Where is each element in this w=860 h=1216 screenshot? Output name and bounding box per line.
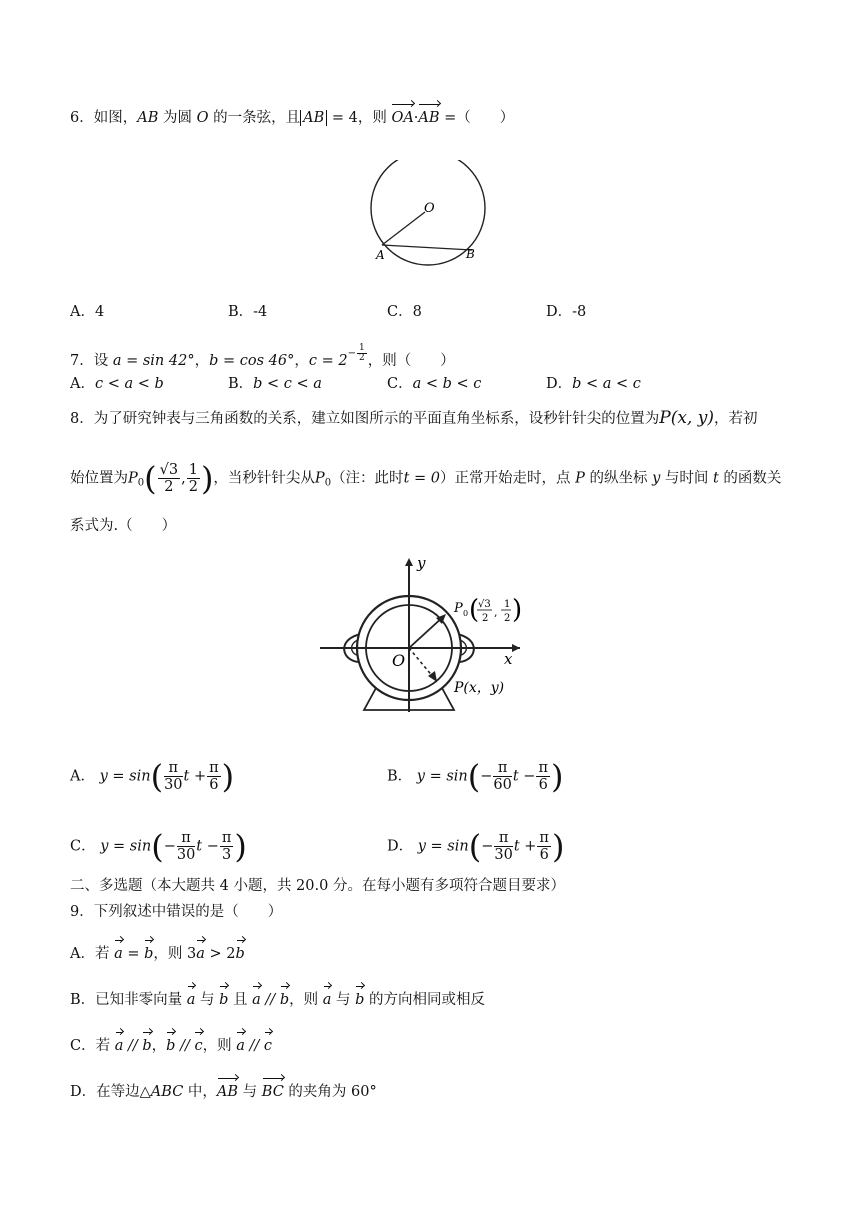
svg-text:(: ( <box>469 595 480 625</box>
p-label: P(x，y) <box>454 680 505 696</box>
svg-text:√3: √3 <box>478 599 491 610</box>
svg-text:1: 1 <box>504 599 511 610</box>
q7-option-c: C．a < b < c <box>387 376 482 392</box>
q8-option-a: A． y = sin( $\frac{\pi}{30}$ t + $\frac{\pi}{6}$ ) <box>70 757 235 796</box>
svg-text:2: 2 <box>504 613 511 624</box>
svg-text:,: , <box>494 606 498 619</box>
q9-option-a: A．若 a = b，则 3a > 2b <box>70 942 245 964</box>
q6-option-c: C．8 <box>387 304 422 320</box>
q8-line2: 始位置为$P_0$( $\frac{√3}{2}$ , $\frac{1}{2}$ )，当秒针针尖从$P_0$（注：此时t = 0）正常开始走时，点 P 的纵坐标 y 与时间 t 的函数关 <box>70 459 782 498</box>
q6-option-b: B．-4 <box>228 304 268 320</box>
q8-line3: 系式为.（ ） <box>70 518 177 534</box>
q9-option-d: D．在等边△ABC 中，AB 与 BC 的夹角为 60° <box>70 1080 377 1102</box>
q6-option-d: D．-8 <box>546 304 587 320</box>
p0-label: P <box>454 601 463 616</box>
q8-option-d: D． y = sin(− $\frac{\pi}{30}$ t + $\frac{\pi}{6}$ ) <box>387 827 565 866</box>
q9-option-b: B．已知非零向量 a 与 b 且 a // b，则 a 与 b 的方向相同或相反 <box>70 988 485 1010</box>
q7-option-d: D．b < a < c <box>546 376 641 392</box>
q6-stem: 6．如图，AB 为圆 O 的一条弦，且 AB = 4，则 OA·AB =（ ） <box>70 106 514 128</box>
section2-heading: 二、多选题（本大题共 4 小题，共 20.0 分。在每小题有多项符合题目要求） <box>70 878 565 894</box>
svg-text:): ) <box>512 595 523 625</box>
q6-option-a: A．4 <box>70 304 105 320</box>
q8-option-c: C． y = sin(− $\frac{\pi}{30}$ t − $\frac{\pi}{3}$ ) <box>70 827 247 866</box>
axis-x-label: x <box>504 650 513 668</box>
q6-circle-figure <box>360 160 500 270</box>
q7-stem: 7．设 a = sin 42°，b = cos 46°，$c = 2^{- \frac{1}{2}}$ ，则（ ） <box>70 343 455 369</box>
q9-stem: 9．下列叙述中错误的是（ ） <box>70 904 283 920</box>
q8-line1: 8．为了研究钟表与三角函数的关系，建立如图所示的平面直角坐标系，设秒针针尖的位置为P(x, y)，若初 <box>70 408 758 428</box>
q7-option-a: A．c < a < b <box>70 376 164 392</box>
label-b: B <box>466 247 475 261</box>
label-o: O <box>424 201 435 216</box>
q8-clock-figure <box>316 552 546 716</box>
svg-text:0: 0 <box>463 609 469 618</box>
q9-option-c: C．若 a // b，b // c，则 a // c <box>70 1034 272 1056</box>
origin-label: O <box>392 651 406 670</box>
axis-y-label: y <box>417 554 426 572</box>
q7-option-b: B．b < c < a <box>228 376 322 392</box>
q8-option-b: B． y = sin(− $\frac{\pi}{60}$ t − $\frac{\pi}{6}$ ) <box>387 757 564 796</box>
label-a: A <box>376 248 385 262</box>
svg-text:2: 2 <box>482 613 489 624</box>
